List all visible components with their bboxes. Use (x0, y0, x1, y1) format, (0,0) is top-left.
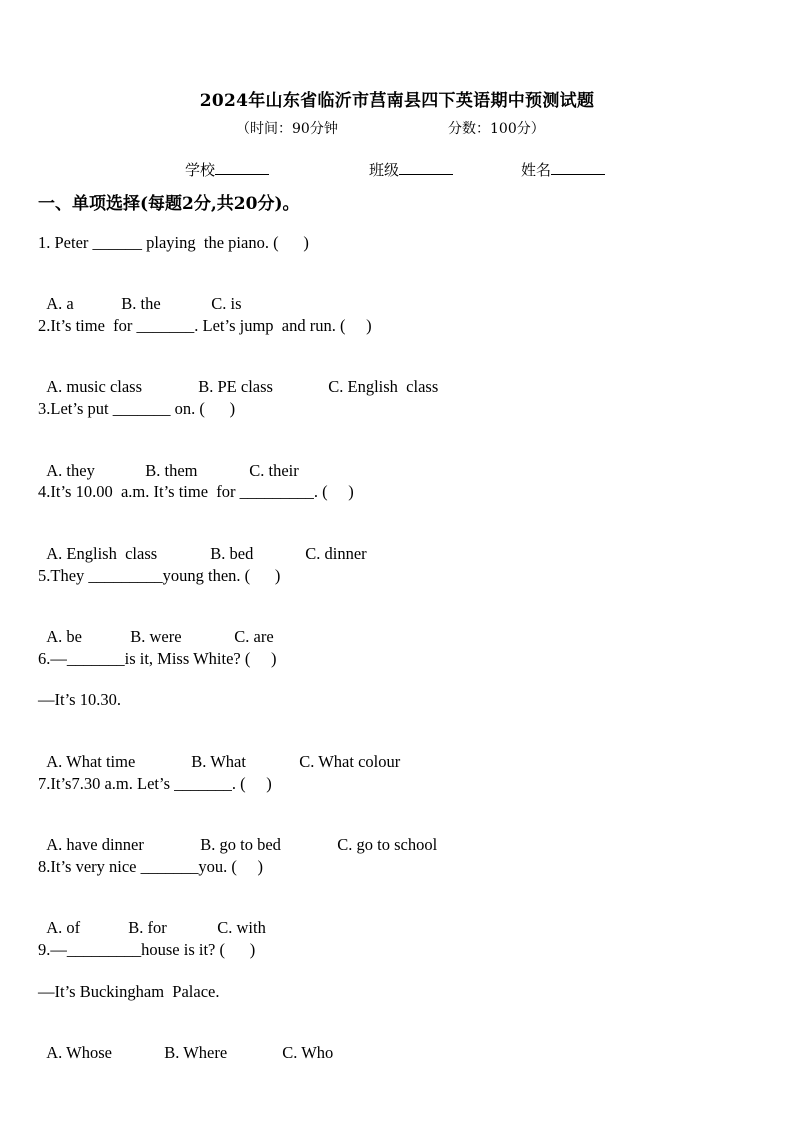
options-4 (38, 524, 367, 564)
option-c[interactable]: C. their (249, 461, 299, 480)
options-2 (38, 357, 438, 397)
option-a[interactable]: A. of (46, 918, 81, 937)
class-blank[interactable] (399, 160, 453, 175)
option-a[interactable]: A. What time (46, 752, 136, 771)
option-a[interactable]: A. English class (46, 544, 158, 563)
options-7 (38, 815, 437, 855)
exam-time: （时间：90分钟 (236, 121, 338, 137)
question-7: 7.It’s7.30 a.m. Let’s _______. ( ) (38, 774, 272, 793)
name-field[interactable] (521, 159, 605, 180)
option-a[interactable]: A. a (46, 294, 74, 313)
question-3: 3.Let’s put _______ on. ( ) (38, 399, 236, 418)
school-blank[interactable] (215, 160, 269, 175)
question-1: 1. Peter ______ playing the piano. ( ) (38, 233, 309, 252)
options-1 (38, 274, 242, 314)
page-title: 2024年山东省临沂市莒南县四下英语期中预测试题 (199, 91, 595, 111)
option-a[interactable]: A. Whose (46, 1043, 112, 1062)
option-a[interactable]: A. they (46, 461, 95, 480)
name-blank[interactable] (551, 160, 605, 175)
school-field[interactable] (185, 159, 269, 180)
option-b[interactable]: B. Where (164, 1043, 228, 1062)
option-b[interactable]: B. What (191, 752, 246, 771)
class-label: 班级 (369, 161, 400, 179)
option-c[interactable]: C. is (211, 294, 242, 313)
option-a[interactable]: A. be (46, 627, 82, 646)
question-5: 5.They _________young then. ( ) (38, 566, 281, 585)
option-c[interactable]: C. are (234, 627, 274, 646)
options-5 (38, 607, 274, 647)
question-9: 9.—_________house is it? ( ) (38, 940, 256, 959)
options-9 (38, 1023, 333, 1063)
option-a[interactable]: A. have dinner (46, 835, 144, 854)
options-8 (38, 898, 266, 938)
option-c[interactable]: C. dinner (305, 544, 367, 563)
option-c[interactable]: C. English class (328, 377, 439, 396)
question-4: 4.It’s 10.00 a.m. It’s time for _________. ( ) (38, 482, 354, 501)
option-c[interactable]: C. Who (282, 1043, 334, 1062)
option-b[interactable]: B. for (128, 918, 167, 937)
question-6: 6.—_______is it, Miss White? ( ) (38, 649, 277, 668)
options-6 (38, 732, 400, 772)
option-b[interactable]: B. were (130, 627, 182, 646)
option-b[interactable]: B. go to bed (200, 835, 281, 854)
option-c[interactable]: C. go to school (337, 835, 438, 854)
option-a[interactable]: A. music class (46, 377, 143, 396)
option-c[interactable]: C. with (217, 918, 266, 937)
question-2: 2.It’s time for _______. Let’s jump and run. ( ) (38, 316, 372, 335)
option-b[interactable]: B. bed (210, 544, 254, 563)
exam-score: 分数：100分） (448, 121, 545, 137)
answer-line-9: —It’s Buckingham Palace. (38, 982, 220, 1001)
class-field[interactable] (369, 159, 453, 180)
option-b[interactable]: B. PE class (198, 377, 273, 396)
options-3 (38, 441, 299, 481)
option-b[interactable]: B. the (121, 294, 161, 313)
option-b[interactable]: B. them (145, 461, 198, 480)
section-heading: 一、单项选择(每题2分,共20分)。 (38, 194, 300, 214)
question-8: 8.It’s very nice _______you. ( ) (38, 857, 263, 876)
option-c[interactable]: C. What colour (299, 752, 401, 771)
name-label: 姓名 (521, 161, 552, 179)
answer-line-6: —It’s 10.30. (38, 690, 121, 709)
school-label: 学校 (185, 161, 216, 179)
